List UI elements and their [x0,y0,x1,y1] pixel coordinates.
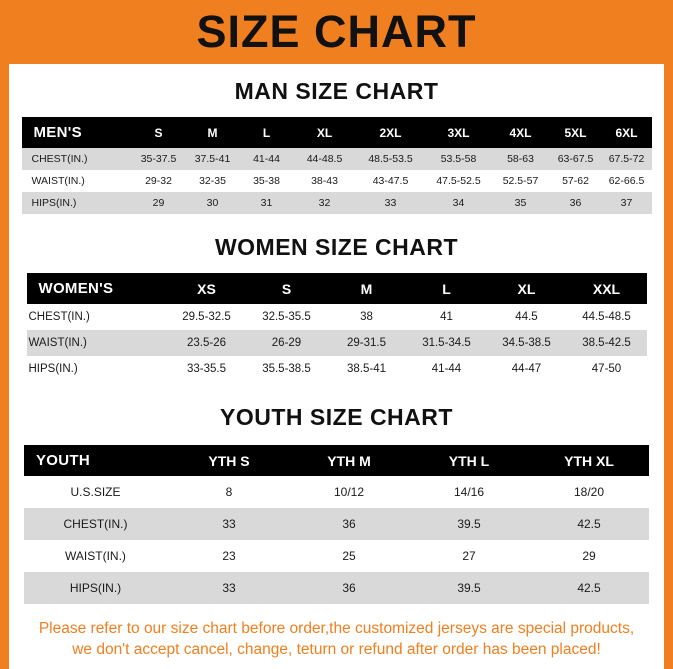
youth-cell: 39.5 [409,508,529,540]
women-cell: 44.5-48.5 [567,304,647,330]
women-cell: 38.5-42.5 [567,330,647,356]
women-cell: 31.5-34.5 [407,330,487,356]
man-cell: 58-63 [492,148,550,170]
women-cell: 29-31.5 [327,330,407,356]
footer-note-line-1: Please refer to our size chart before order,the customized jerseys are special products, [38,620,635,638]
man-header-row [22,117,652,148]
man-cell: 38-43 [294,170,356,192]
man-section-title: MAN SIZE CHART [234,78,439,104]
footer-note [18,613,655,669]
man-cell: 47.5-52.5 [426,170,492,192]
man-header-cell: 2XL [356,117,426,148]
man-header-cell: MEN'S [22,117,132,148]
youth-header-cell: YTH S [169,445,289,476]
man-header-cell: 6XL [602,117,652,148]
man-row-label: WAIST(IN.) [22,170,132,192]
women-cell: 32.5-35.5 [247,304,327,330]
women-cell: 35.5-38.5 [247,356,327,382]
women-cell: 44-47 [487,356,567,382]
man-cell: 35 [492,192,550,214]
table-row [24,476,649,508]
youth-header-cell: YTH M [289,445,409,476]
table-row [24,508,649,540]
man-cell: 34 [426,192,492,214]
youth-cell: 33 [169,572,289,604]
man-cell: 35-38 [240,170,294,192]
youth-header-cell: YOUTH [24,445,169,476]
man-cell: 37 [602,192,652,214]
man-cell: 53.5-58 [426,148,492,170]
women-cell: 34.5-38.5 [487,330,567,356]
page-banner [0,0,673,64]
youth-cell: 36 [289,508,409,540]
man-size-table [22,117,652,214]
man-cell: 37.5-41 [186,148,240,170]
women-cell: 38 [327,304,407,330]
youth-header-cell: YTH XL [529,445,649,476]
women-cell: 47-50 [567,356,647,382]
man-header-cell: 4XL [492,117,550,148]
women-header-cell: XL [487,273,567,304]
man-cell: 35-37.5 [132,148,186,170]
man-cell: 67.5-72 [602,148,652,170]
youth-section-title: YOUTH SIZE CHART [220,404,453,430]
man-cell: 63-67.5 [550,148,602,170]
table-row [27,304,647,330]
youth-cell: 39.5 [409,572,529,604]
table-row [24,540,649,572]
women-header-cell: XXL [567,273,647,304]
man-header-cell: 5XL [550,117,602,148]
man-cell: 33 [356,192,426,214]
women-header-cell: WOMEN'S [27,273,167,304]
man-header-cell: S [132,117,186,148]
table-row [27,330,647,356]
man-cell: 31 [240,192,294,214]
man-cell: 62-66.5 [602,170,652,192]
women-cell: 38.5-41 [327,356,407,382]
man-header-cell: XL [294,117,356,148]
youth-cell: 25 [289,540,409,572]
page-title: SIZE CHART [196,6,477,57]
women-header-cell: XS [167,273,247,304]
women-cell: 44.5 [487,304,567,330]
youth-cell: 36 [289,572,409,604]
youth-cell: 23 [169,540,289,572]
man-cell: 44-48.5 [294,148,356,170]
women-cell: 41 [407,304,487,330]
women-row-label: CHEST(IN.) [27,304,167,330]
youth-cell: 33 [169,508,289,540]
youth-cell: 18/20 [529,476,649,508]
women-cell: 26-29 [247,330,327,356]
man-cell: 43-47.5 [356,170,426,192]
man-cell: 36 [550,192,602,214]
man-cell: 52.5-57 [492,170,550,192]
table-row [27,356,647,382]
man-header-cell: 3XL [426,117,492,148]
youth-cell: 14/16 [409,476,529,508]
women-header-cell: S [247,273,327,304]
women-row-label: HIPS(IN.) [27,356,167,382]
women-header-cell: L [407,273,487,304]
table-row [22,148,652,170]
youth-row-label: HIPS(IN.) [24,572,169,604]
women-row-label: WAIST(IN.) [27,330,167,356]
youth-row-label: WAIST(IN.) [24,540,169,572]
table-row [22,192,652,214]
table-row [24,572,649,604]
man-header-cell: M [186,117,240,148]
women-cell: 29.5-32.5 [167,304,247,330]
man-header-cell: L [240,117,294,148]
youth-header-cell: YTH L [409,445,529,476]
youth-header-row [24,445,649,476]
women-section-title: WOMEN SIZE CHART [214,234,459,260]
women-header-cell: M [327,273,407,304]
youth-row-label: CHEST(IN.) [24,508,169,540]
man-row-label: CHEST(IN.) [22,148,132,170]
man-cell: 41-44 [240,148,294,170]
man-cell: 30 [186,192,240,214]
women-size-table [27,273,647,382]
women-cell: 33-35.5 [167,356,247,382]
youth-cell: 29 [529,540,649,572]
man-cell: 48.5-53.5 [356,148,426,170]
youth-cell: 10/12 [289,476,409,508]
women-header-row [27,273,647,304]
youth-size-table [24,445,649,604]
man-cell: 29-32 [132,170,186,192]
youth-cell: 42.5 [529,508,649,540]
youth-cell: 42.5 [529,572,649,604]
man-cell: 29 [132,192,186,214]
women-cell: 41-44 [407,356,487,382]
table-row [22,170,652,192]
man-cell: 57-62 [550,170,602,192]
footer-note-line-2: we don't accept cancel, change, teturn or refund after order has been placed! [72,641,601,659]
youth-cell: 27 [409,540,529,572]
man-cell: 32 [294,192,356,214]
youth-row-label: U.S.SIZE [24,476,169,508]
women-cell: 23.5-26 [167,330,247,356]
youth-cell: 8 [169,476,289,508]
man-row-label: HIPS(IN.) [22,192,132,214]
man-cell: 32-35 [186,170,240,192]
